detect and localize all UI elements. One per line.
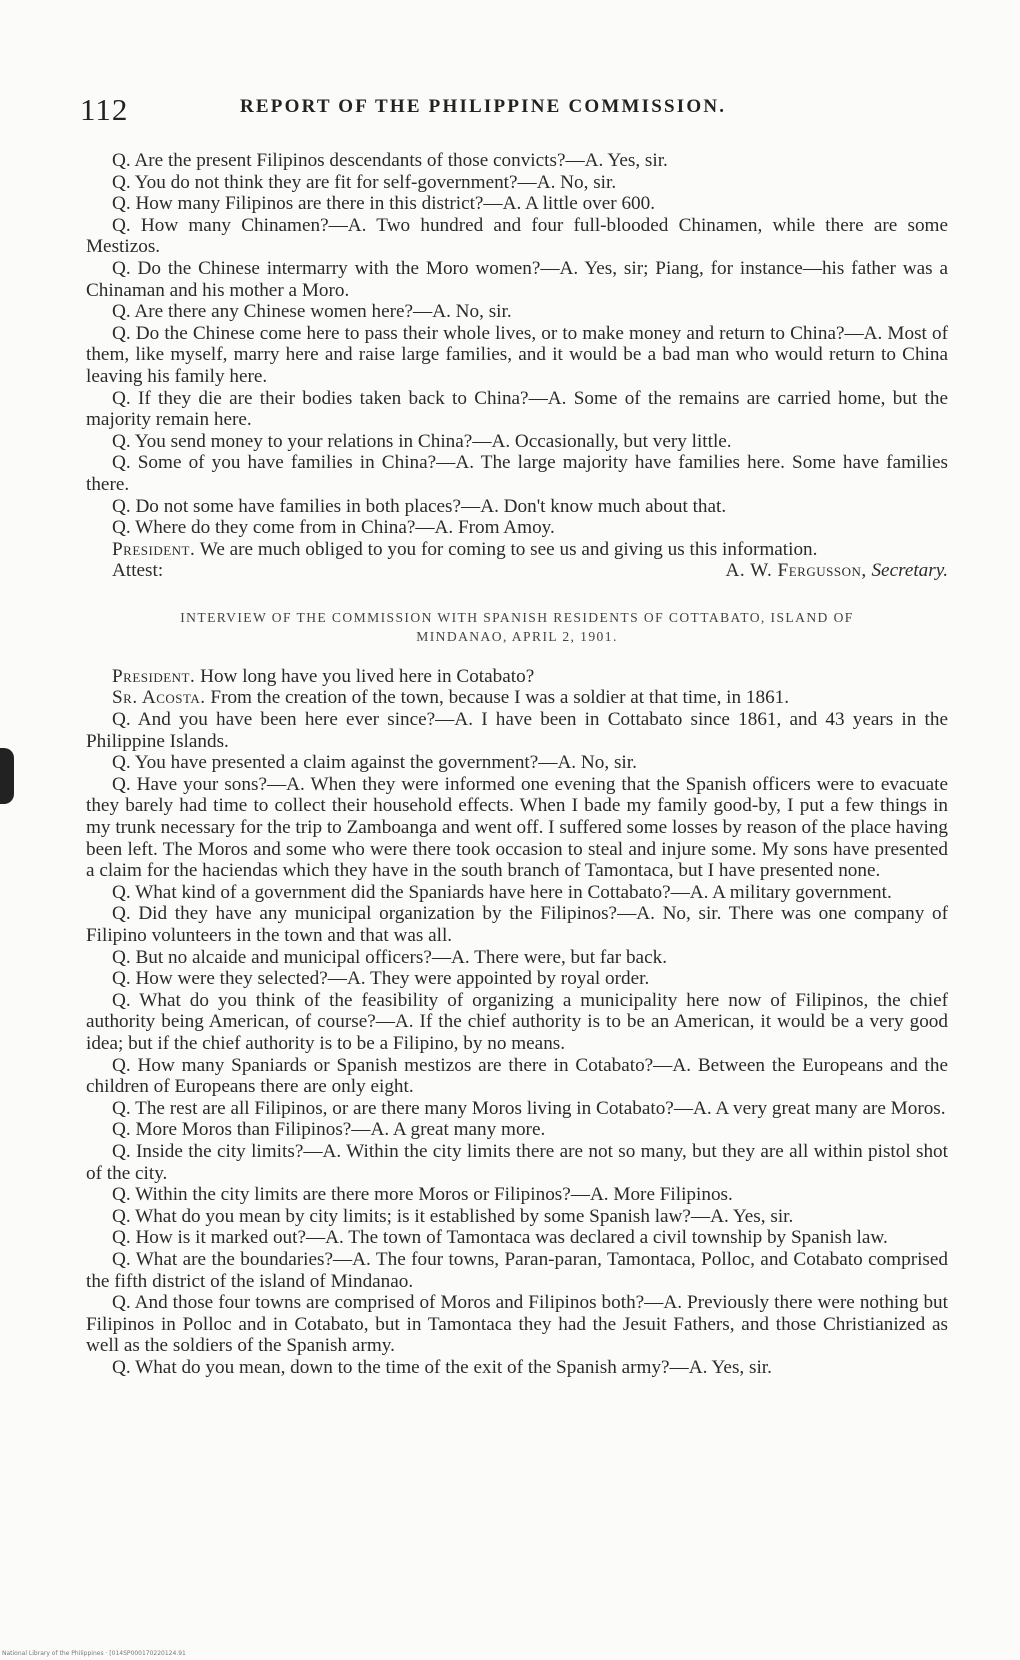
paragraph [86,968,948,990]
paragraph [86,431,948,453]
paragraph-text: Q. Some of you have families in China?—A. The large majority have families here. Some have families there. [86,452,948,495]
paragraph [86,539,948,561]
paragraph [86,1184,948,1206]
paragraph-text: Q. How many Spaniards or Spanish mestizos are there in Cotabato?—A. Between the Europeans and the children of Europeans there are only eight. [86,1054,948,1098]
paragraph-text: Q. If they die are their bodies taken back to China?—A. Some of the remains are carried home, but the majority remain here. [86,387,948,431]
paragraph [86,172,948,194]
paragraph [86,193,948,215]
paragraph-text: Q. How many Filipinos are there in this district?—A. A little over 600. [112,193,656,215]
paragraph-text: Q. What do you mean by city limits; is it established by some Spanish law?—A. Yes, sir. [112,1205,794,1227]
paragraph [86,990,948,1055]
paragraph [86,301,948,323]
page-header [80,92,940,132]
paragraph [86,1206,948,1228]
signatory-name: A. W. Fergusson, [725,560,867,582]
paragraph-text: Q. What do you mean, down to the time of the exit of the Spanish army?—A. Yes, sir. [112,1356,772,1378]
paragraph [86,323,948,388]
signatory-title: Secretary. [871,560,948,582]
paragraph-text: Q. Have your sons?—A. When they were informed one evening that the Spanish officers were to evacuate they barely had time to collect their household effects. When I bade my family good-by, I put a few things in my trunk necessary for the trip to Zamboanga and went off. I suffered some losses by reason of the place having been left. The Moros and some who were there took occasion to steal and injure some. My sons have presented a claim for the haciendas which they have in the south branch of Tamontaca, but I have presented none. [86,773,948,882]
speaker-label: Sr. Acosta. [112,687,206,709]
paragraph-text: Q. Do the Chinese come here to pass their whole lives, or to make money and return to China?—A. Most of them, like myself, marry here and raise large families, and it would be a bad man who would return to China leaving his family here. [86,322,948,387]
attest-line [86,560,948,582]
paragraph [86,903,948,946]
binding-shadow [0,748,14,804]
paragraph [86,687,948,709]
paragraph-text: Q. Are the present Filipinos descendants of those convicts?—A. Yes, sir. [112,150,668,171]
paragraph-text: Q. And those four towns are comprised of Moros and Filipinos both?—A. Previously there were nothing but Filipinos in Polloc and in Cotabato, but in Tamontaca they had the Jesuit Fathers, and those Christianized as well as the soldiers of the Spanish army. [86,1292,948,1357]
paragraph [86,1141,948,1184]
paragraph [86,1119,948,1141]
paragraph-text: Q. More Moros than Filipinos?—A. A great many more. [112,1119,546,1141]
paragraph-group-2 [86,666,948,1379]
section-heading [86,608,948,646]
paragraph [86,1227,948,1249]
paragraph-text: Q. Did they have any municipal organization by the Filipinos?—A. No, sir. There was one company of Filipino volunteers in the town and that was all. [86,903,948,946]
paragraph [86,517,948,539]
paragraph [86,1292,948,1357]
paragraph [86,947,948,969]
paragraph-text: Q. How is it marked out?—A. The town of Tamontaca was declared a civil township by Spanish law. [112,1227,888,1249]
paragraph [86,388,948,431]
paragraph-text: From the creation of the town, because I was a soldier at that time, in 1861. [205,687,790,709]
paragraph-text: Q. But no alcaide and municipal officers?—A. There were, but far back. [112,946,667,968]
paragraph [86,1357,948,1379]
paragraph-text: Q. You send money to your relations in China?—A. Occasionally, but very little. [112,430,732,452]
paragraph [86,215,948,258]
paragraph [86,496,948,518]
paragraph [86,774,948,882]
paragraph-text: Q. You have presented a claim against the government?—A. No, sir. [112,752,637,774]
paragraph-text: Q. The rest are all Filipinos, or are there many Moros living in Cotabato?—A. A very great many are Moros. [112,1097,946,1119]
section-heading-line-1: INTERVIEW OF THE COMMISSION WITH SPANISH RESIDENTS OF COTTABATO, ISLAND OF [180,609,854,625]
paragraph-text: Q. What are the boundaries?—A. The four towns, Paran-paran, Tamontaca, Polloc, and Cotabato comprised the fifth district of the island of Mindanao. [86,1248,948,1292]
page-number: 112 [80,92,129,127]
paragraph-text: Q. How were they selected?—A. They were appointed by royal order. [112,968,650,990]
paragraph [86,258,948,301]
speaker-label: President. [112,665,196,687]
paragraph-text: We are much obliged to you for coming to see us and giving us this information. [195,538,818,560]
section-heading-line-2: MINDANAO, APRIL 2, 1901. [416,628,618,644]
paragraph [86,1055,948,1098]
paragraph-text: Q. What do you think of the feasibility of organizing a municipality here now of Filipinos, the chief authority being American, of course?—A. If the chief authority is to be an American, it would be a very good idea; but if the chief authority is to be a Filipino, by no means. [86,989,948,1054]
running-head: REPORT OF THE PHILIPPINE COMMISSION. [240,96,727,117]
attest-label: Attest: [112,560,164,582]
speaker-label: President. [112,538,196,560]
paragraph [86,1098,948,1120]
paragraph-text: Q. Within the city limits are there more Moros or Filipinos?—A. More Filipinos. [112,1184,733,1206]
paragraph [86,452,948,495]
paragraph-text: Q. You do not think they are fit for self-government?—A. No, sir. [112,171,617,193]
paragraph-group-1 [86,150,948,560]
paragraph [86,752,948,774]
body-text [86,150,948,1378]
paragraph [86,709,948,752]
paragraph-text: How long have you lived here in Cotabato? [195,665,535,687]
paragraph-text: Q. Are there any Chinese women here?—A. No, sir. [112,301,512,323]
paragraph [86,882,948,904]
paragraph-text: Q. What kind of a government did the Spaniards have here in Cottabato?—A. A military government. [112,881,892,903]
paragraph-text: Q. Inside the city limits?—A. Within the city limits there are not so many, but they are all within pistol shot of the city. [86,1140,948,1184]
paragraph [86,666,948,688]
paragraph [86,150,948,172]
paragraph [86,1249,948,1292]
paragraph-text: Q. Do the Chinese intermarry with the Moro women?—A. Yes, sir; Piang, for instance—his father was a Chinaman and his mother a Moro. [86,257,948,301]
paragraph-text: Q. Where do they come from in China?—A. From Amoy. [112,517,555,539]
paragraph-text: Q. How many Chinamen?—A. Two hundred and four full-blooded Chinamen, while there are some Mestizos. [86,214,948,258]
paragraph-text: Q. And you have been here ever since?—A. I have been in Cottabato since 1861, and 43 years in the Philippine Islands. [86,709,948,752]
signature [726,560,948,582]
paragraph-text: Q. Do not some have families in both places?—A. Don't know much about that. [112,495,727,517]
footer-credit: National Library of the Philippines · [014SP000170220124.91 [2,1650,186,1657]
